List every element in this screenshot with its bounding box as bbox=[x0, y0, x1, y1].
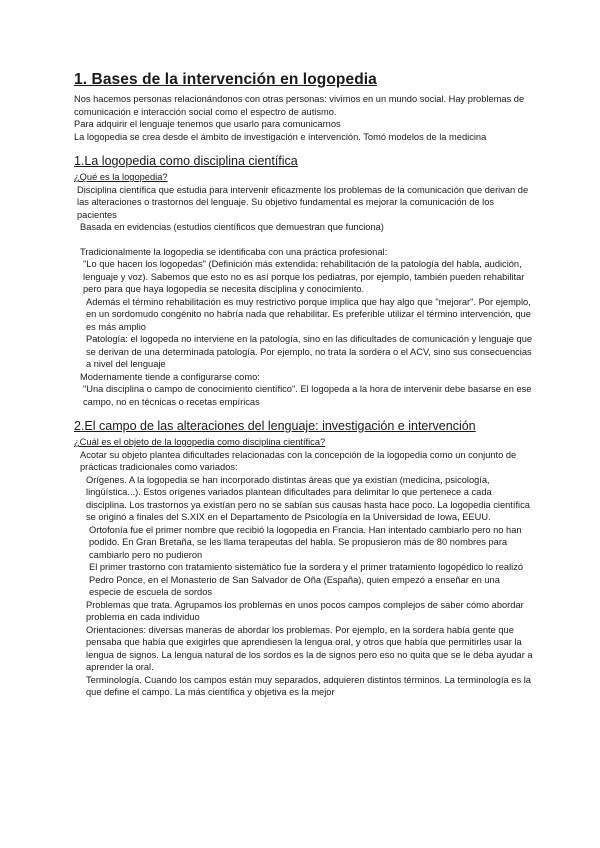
body-paragraph: Problemas que trata. Agrupamos los problemas en unos pocos campos complejos de saber cómo abordar problema en cada individuo bbox=[86, 599, 524, 622]
body-paragraph: Terminología. Cuando los campos están muy separados, adquieren distintos términos. La terminología es la que define el campo. La más científica y objetiva es la mejor bbox=[86, 674, 531, 697]
body-paragraph: Disciplina científica que estudia para intervenir eficazmente los problemas de la comunicación que derivan de las alteraciones o trastornos del lenguaje. Su objetivo fundamental es mejorar la comunicación de los pacientes bbox=[77, 184, 529, 220]
body-paragraph: Ortofonía fue el primer nombre que recibió la logopedia en Francia. Han intentado cambiarlo pero no han podido. En Gran Bretaña, se les llama terapeutas del habla. Se propusieron más de 80 nombres para cambiarlo pero no pudieron bbox=[89, 524, 522, 560]
body-paragraph: Además el término rehabilitación es muy restrictivo porque implica que hay algo que "mejorar". Por ejemplo, en un sordomudo congénito no habría nada que rehabilitar. Es preferible utilizar el término intervención, que es más amplio bbox=[86, 296, 531, 332]
body-paragraph: Patología: el logopeda no interviene en la patología, sino en las dificultades de comunicación y lenguaje que se derivan de una determinada patología. Por ejemplo, no trata la sordera o el ACV, sino sus consecuencias a nivel del lenguaje bbox=[86, 334, 533, 369]
body-paragraph: Orientaciones: diversas maneras de abordar los problemas. Por ejemplo, en la sordera había gente que pensaba que había que exigirles que aprendiesen la lengua oral, y otros que había que permitirles usar la lengua de signos. La lengua natural de los sordos es la de signos pero eso no quita que se le deba ayudar a aprender la oral. bbox=[86, 624, 533, 672]
section-question: ¿Cuál es el objeto de la logopedia como disciplina científica? bbox=[74, 437, 326, 447]
document-page bbox=[74, 70, 534, 699]
body-paragraph: "Lo que hacen los logopedas" (Definición más extendida: rehabilitación de la patología del habla, audición, lenguaje y voz). Sabemos que esto no es así porque los pediatras, por ejemplo, también pueden rehabilitar pero para que haya logopedia se necesita disciplina y conocimiento. bbox=[83, 259, 525, 294]
spacer bbox=[74, 234, 534, 246]
intro-paragraph: Nos hacemos personas relacionándonos con otras personas: vivimos en un mundo social. Hay problemas de comunicación e interacción social como el espectro de autismo. bbox=[74, 94, 525, 117]
body-paragraph: "Una disciplina o campo de conocimiento científico". El logopeda a la hora de intervenir debe basarse en ese campo, no en técnicas o recetas empíricas bbox=[83, 384, 532, 407]
intro-paragraph: La logopedia se crea desde el ámbito de investigación e intervención. Tomó modelos de la medicina bbox=[74, 131, 487, 142]
document-title: 1. Bases de la intervención en logopedia bbox=[74, 71, 377, 88]
body-paragraph: El primer trastorno con tratamiento sistemático fue la sordera y el primer tratamiento logopédico lo realizó Pedro Ponce, en el Monasterio de San Salvador de Oña (España), quien empezó a enseñar en una especie de escuela de sordos bbox=[89, 562, 524, 597]
intro-paragraph: Para adquirir el lenguaje tenemos que usarlo para comunicarnos bbox=[74, 119, 341, 129]
body-paragraph: Acotar su objeto plantea dificultades relacionadas con la concepción de la logopedia como un conjunto de prácticas tradicionales como variados: bbox=[80, 449, 517, 472]
body-paragraph: Tradicionalmente la logopedia se identificaba con una práctica profesional: bbox=[80, 246, 388, 257]
section-heading: 2.El campo de las alteraciones del lenguaje: investigación e intervención bbox=[74, 419, 476, 433]
body-paragraph: Basada en evidencias (estudios científicos que demuestran que funciona) bbox=[80, 222, 384, 232]
body-paragraph: Modernamente tiende a configurarse como: bbox=[80, 371, 260, 382]
section-question: ¿Qué es la logopedia? bbox=[74, 172, 168, 182]
body-paragraph: Orígenes. A la logopedia se han incorporado distintas áreas que ya existían (medicina, psicología, lingüística...). Estos orígenes variados plantean dificultades para delimitar lo que pertenece a cada disciplina. Los trastornos ya existían pero no se sabían sus causas hasta hace poco. La logopedia científica se originó a finales del S.XIX en el Departamento de Psicología en la Universidad de Iowa, EEUU. bbox=[86, 474, 530, 522]
section-heading: 1.La logopedia como disciplina científica bbox=[74, 154, 298, 168]
